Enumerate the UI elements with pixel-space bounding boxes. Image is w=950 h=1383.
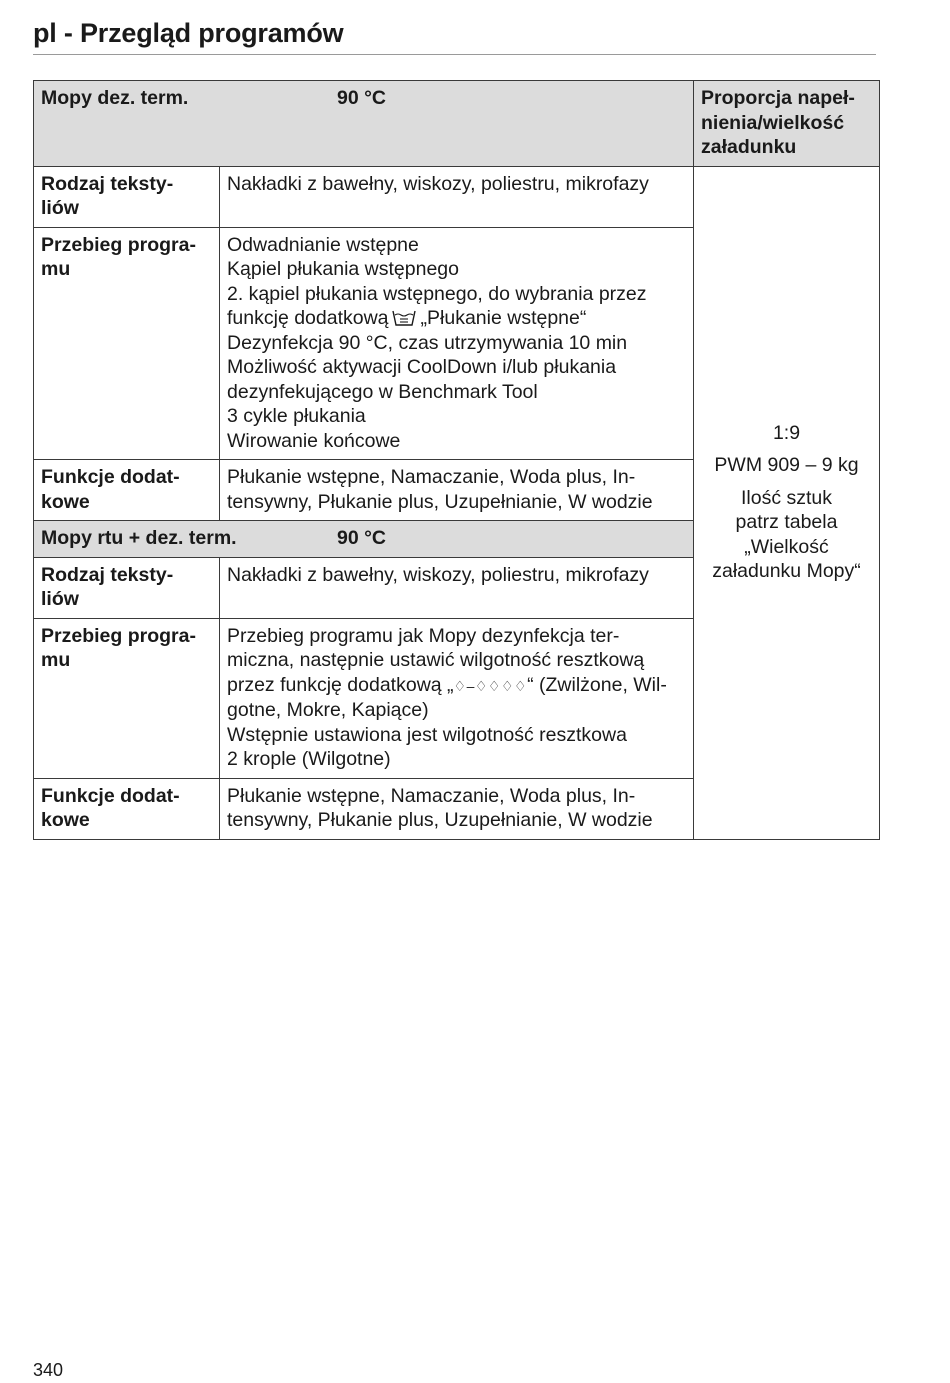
sequence-text: przez funkcję dodatkową „ xyxy=(227,673,454,696)
sequence-step: Możliwość aktywacji CoolDown i/lub płukania xyxy=(227,356,617,378)
load-heading-text: Proporcja napeł- nienia/wielkość załadunku xyxy=(701,87,855,158)
section-header-mopy-dez-term xyxy=(34,81,694,167)
options-label: Funkcje dodat- kowe xyxy=(34,460,220,521)
sequence-step: 2. kąpiel płukania wstępnego, do wybrania przez xyxy=(227,282,647,305)
section-header-row xyxy=(34,81,880,167)
prewash-tub-icon xyxy=(391,309,417,327)
options-line: tensywny, Płukanie plus, Uzupełnianie, W wodzie xyxy=(227,809,653,831)
section-header-mopy-rtu-dez-term xyxy=(34,521,694,558)
program-temperature: 90 °C xyxy=(337,527,386,549)
sequence-step: Przebieg programu jak Mopy dezynfekcja ter- xyxy=(227,624,620,647)
program-temperature: 90 °C xyxy=(337,87,386,109)
load-note-line: załadunku Mopy“ xyxy=(712,560,861,582)
sequence-label: Przebieg progra- mu xyxy=(34,227,220,460)
load-note-line: „Wielkość xyxy=(744,535,829,558)
sequence-step-with-icon xyxy=(227,306,686,331)
sequence-step: 2 krople (Wilgotne) xyxy=(227,748,391,770)
load-column-heading xyxy=(694,81,880,167)
sequence-step-with-icon xyxy=(227,673,686,699)
sequence-value xyxy=(220,227,694,460)
page-header xyxy=(33,18,876,55)
textiles-value: Nakładki z bawełny, wiskozy, poliestru, mikrofazy xyxy=(220,166,694,227)
load-ratio: 1:9 xyxy=(772,421,801,444)
sequence-step: miczna, następnie ustawić wilgotność resztkową xyxy=(227,649,645,671)
load-note-line: Ilość sztuk xyxy=(740,486,833,509)
machine-capacity: PWM 909 – 9 kg xyxy=(714,454,859,476)
textiles-label: Rodzaj teksty- liów xyxy=(34,557,220,618)
water-drop-icon: ♢–♢♢♢♢ xyxy=(453,677,528,694)
program-name: Mopy dez. term. xyxy=(41,87,189,109)
program-name: Mopy rtu + dez. term. xyxy=(41,527,237,549)
options-line: tensywny, Płukanie plus, Uzupełnianie, W wodzie xyxy=(227,490,653,513)
sequence-step: Dezynfekcja 90 °C, czas utrzymywania 10 min xyxy=(227,331,628,354)
page-number: 340 xyxy=(33,1360,64,1380)
program-overview-table xyxy=(33,80,880,840)
options-line: Płukanie wstępne, Namaczanie, Woda plus, In- xyxy=(227,466,636,488)
sequence-step: Wstępnie ustawiona jest wilgotność resztkowa xyxy=(227,723,627,746)
table-row xyxy=(34,166,880,227)
load-note-line: patrz tabela xyxy=(735,511,838,533)
sequence-text: „Płukanie wstępne“ xyxy=(420,307,587,329)
options-line: Płukanie wstępne, Namaczanie, Woda plus, In- xyxy=(227,784,636,807)
textiles-label: Rodzaj teksty- liów xyxy=(34,166,220,227)
sequence-step: gotne, Mokre, Kapiące) xyxy=(227,699,429,721)
sequence-step: 3 cykle płukania xyxy=(227,405,366,427)
sequence-label: Przebieg progra- mu xyxy=(34,618,220,778)
sequence-step: Odwadnianie wstępne xyxy=(227,233,419,256)
options-value xyxy=(220,460,694,521)
load-ratio-cell xyxy=(694,166,880,839)
textiles-value: Nakładki z bawełny, wiskozy, poliestru, mikrofazy xyxy=(220,557,694,618)
options-value xyxy=(220,778,694,839)
sequence-text: “ (Zwilżone, Wil- xyxy=(527,673,667,696)
sequence-step: dezynfekującego w Benchmark Tool xyxy=(227,380,538,403)
page-title: pl - Przegląd programów xyxy=(33,18,344,48)
sequence-step: Kąpiel płukania wstępnego xyxy=(227,258,460,280)
sequence-text: funkcję dodatkową xyxy=(227,307,389,329)
sequence-value xyxy=(220,618,694,778)
options-label: Funkcje dodat- kowe xyxy=(34,778,220,839)
sequence-step: Wirowanie końcowe xyxy=(227,429,401,452)
